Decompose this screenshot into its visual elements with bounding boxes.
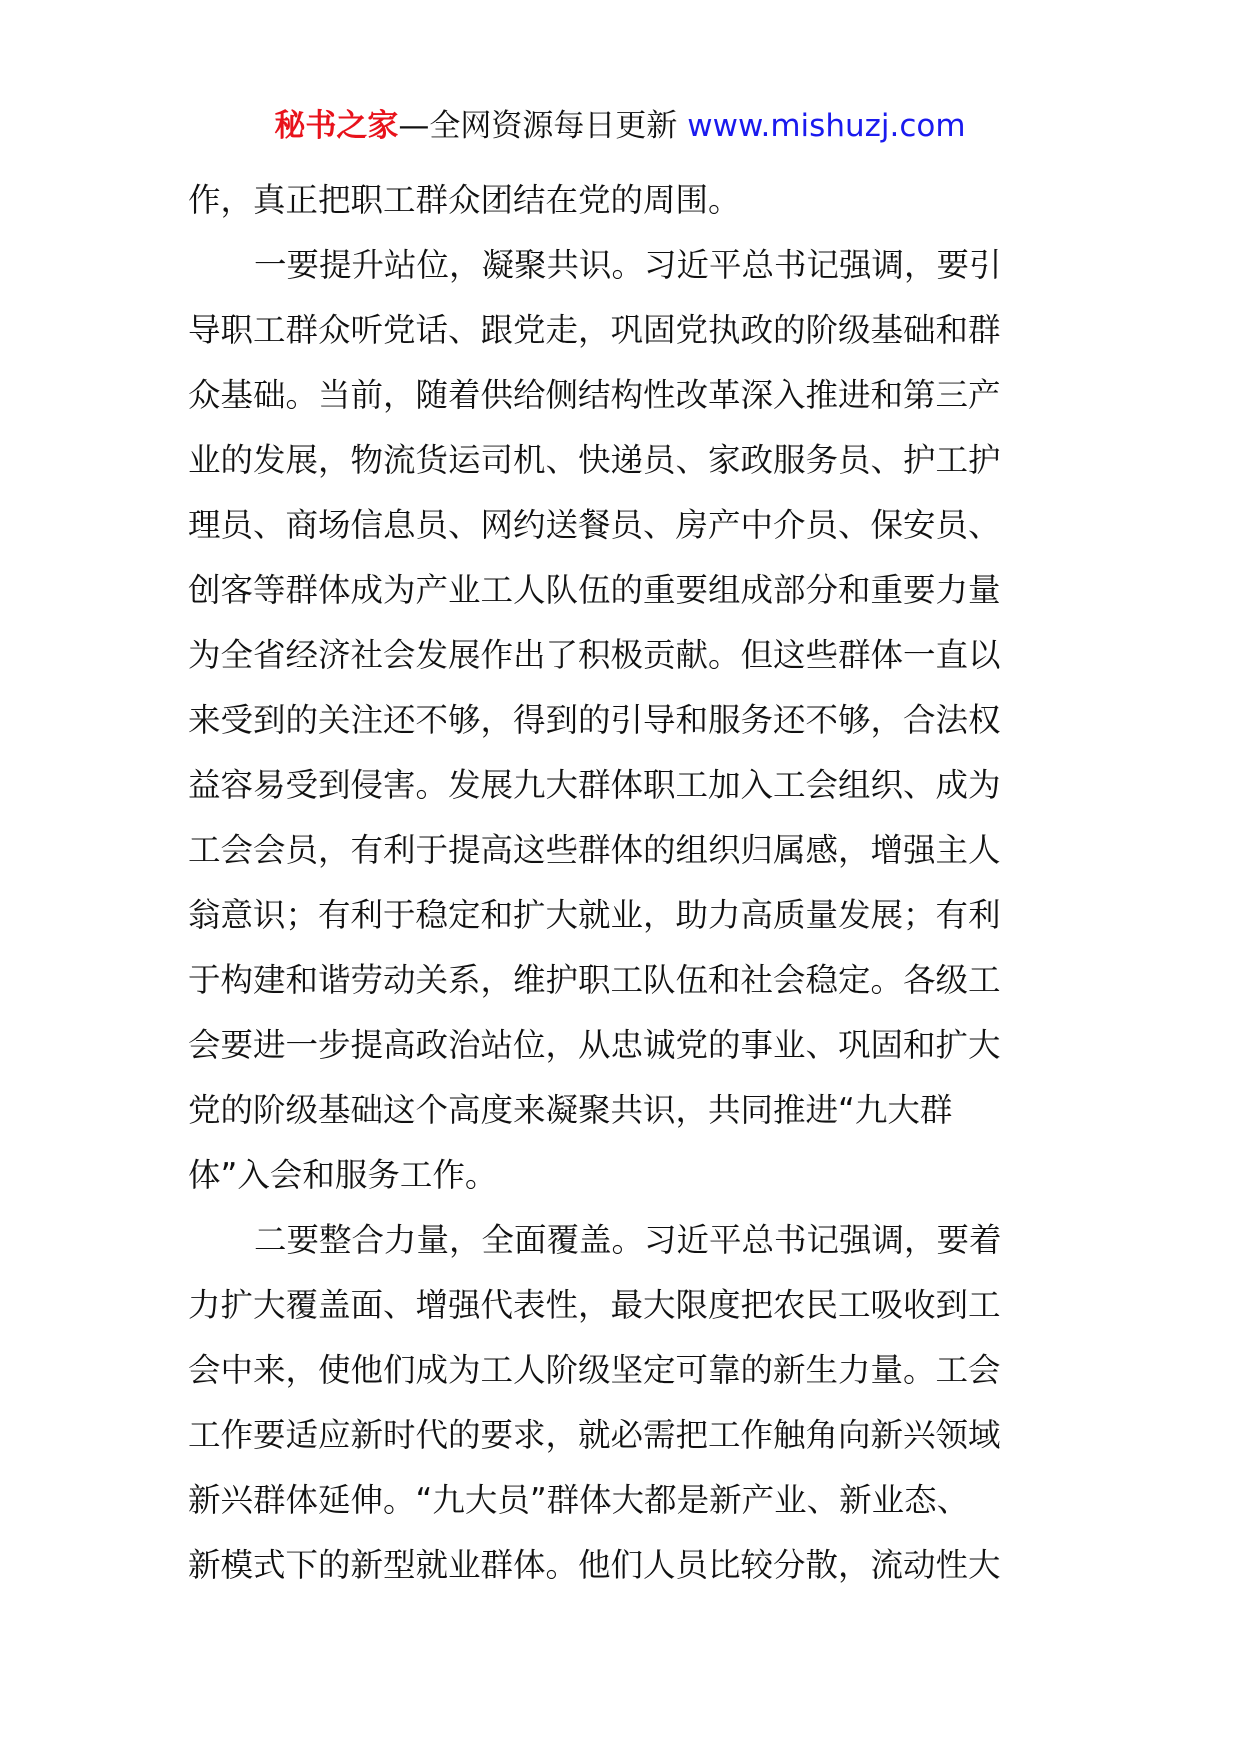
page-header <box>0 104 1240 148</box>
text-line: 业的发展，物流货运司机、快递员、家政服务员、护工护 <box>188 441 1001 479</box>
text-line: 众基础。当前，随着供给侧结构性改革深入推进和第三产 <box>188 376 1001 414</box>
text-line: 新兴群体延伸。“九大员”群体大都是新产业、新业态、 <box>188 1481 970 1519</box>
header-slogan: —全网资源每日更新 <box>398 108 688 144</box>
text-line: 工会会员，有利于提高这些群体的组织归属感，增强主人 <box>188 831 1001 869</box>
paragraph-start-line: 一要提升站位，凝聚共识。习近平总书记强调，要引 <box>254 246 1002 284</box>
text-line: 创客等群体成为产业工人队伍的重要组成部分和重要力量 <box>188 571 1001 609</box>
document-body <box>188 168 1054 1598</box>
text-line: 理员、商场信息员、网约送餐员、房产中介员、保安员、 <box>188 506 1001 544</box>
text-line: 益容易受到侵害。发展九大群体职工加入工会组织、成为 <box>188 766 1001 804</box>
text-line: 于构建和谐劳动关系，维护职工队伍和社会稳定。各级工 <box>188 961 1001 999</box>
header-brand: 秘书之家 <box>274 108 399 144</box>
text-line: 翁意识；有利于稳定和扩大就业，助力高质量发展；有利 <box>188 896 1001 934</box>
header-url-link[interactable]: www.mishuzj.com <box>687 108 966 144</box>
text-line: 工作要适应新时代的要求，就必需把工作触角向新兴领域 <box>188 1416 1001 1454</box>
text-line: 导职工群众听党话、跟党走，巩固党执政的阶级基础和群 <box>188 311 1001 349</box>
text-line: 体”入会和服务工作。 <box>188 1156 498 1194</box>
text-line: 作，真正把职工群众团结在党的周围。 <box>188 181 741 219</box>
text-line: 来受到的关注还不够，得到的引导和服务还不够，合法权 <box>188 701 1001 739</box>
text-line: 党的阶级基础这个高度来凝聚共识，共同推进“九大群 <box>188 1091 953 1129</box>
text-line: 会中来，使他们成为工人阶级坚定可靠的新生力量。工会 <box>188 1351 1001 1389</box>
text-line: 力扩大覆盖面、增强代表性，最大限度把农民工吸收到工 <box>188 1286 1001 1324</box>
text-line: 会要进一步提高政治站位，从忠诚党的事业、巩固和扩大 <box>188 1026 1001 1064</box>
text-line: 新模式下的新型就业群体。他们人员比较分散，流动性大 <box>188 1546 1001 1584</box>
text-line: 为全省经济社会发展作出了积极贡献。但这些群体一直以 <box>188 636 1001 674</box>
paragraph-start-line: 二要整合力量，全面覆盖。习近平总书记强调，要着 <box>254 1221 1002 1259</box>
